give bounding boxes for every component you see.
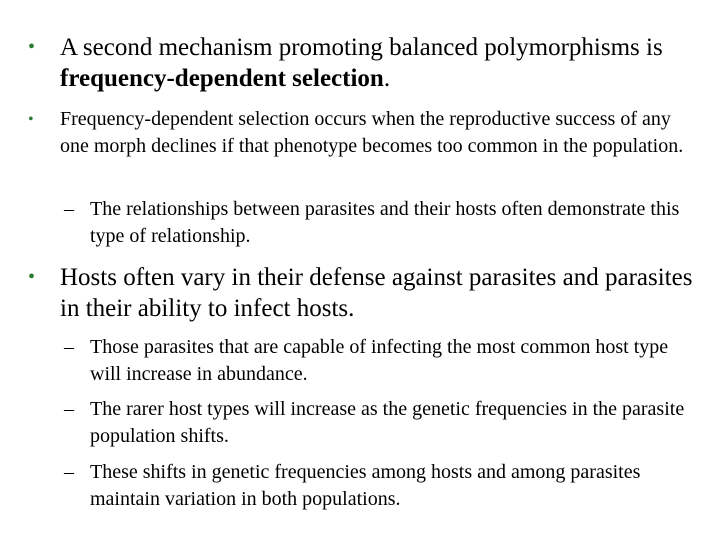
dash-icon: – — [64, 198, 74, 220]
bullet-icon: • — [28, 111, 34, 128]
sub-text: These shifts in genetic frequencies among hosts and among parasites maintain variation in both populations. — [90, 461, 641, 510]
sub-text: The rarer host types will increase as the genetic frequencies in the parasite population shifts. — [90, 398, 685, 447]
dash-icon: – — [64, 398, 74, 420]
bullet-item-3 — [28, 262, 698, 324]
dash-icon: – — [64, 336, 74, 358]
text-after: . — [383, 65, 391, 92]
sub-text: The relationships between parasites and their hosts often demonstrate this type of relationship. — [90, 198, 680, 247]
dash-icon: – — [64, 461, 74, 483]
bullet-item-2 — [28, 106, 698, 160]
text-before: A second mechanism promoting balanced polymorphisms is — [60, 34, 663, 61]
bullet-item-1 — [28, 32, 698, 94]
bold-term: frequency-dependent selection — [60, 65, 384, 92]
bullet-text: Hosts often vary in their defense against parasites and parasites in their ability to infect hosts. — [60, 264, 693, 322]
bullet-text: Frequency-dependent selection occurs when the reproductive success of any one morph declines if that phenotype becomes too common in the population. — [60, 108, 684, 157]
sub-item-4 — [64, 459, 704, 513]
sub-text: Those parasites that are capable of infecting the most common host type will increase in abundance. — [90, 336, 669, 385]
sub-item-1 — [64, 196, 704, 250]
bullet-icon: • — [28, 266, 36, 288]
bullet-icon: • — [28, 36, 36, 58]
sub-item-3 — [64, 396, 704, 450]
bullet-text — [60, 32, 698, 94]
sub-item-2 — [64, 334, 704, 388]
